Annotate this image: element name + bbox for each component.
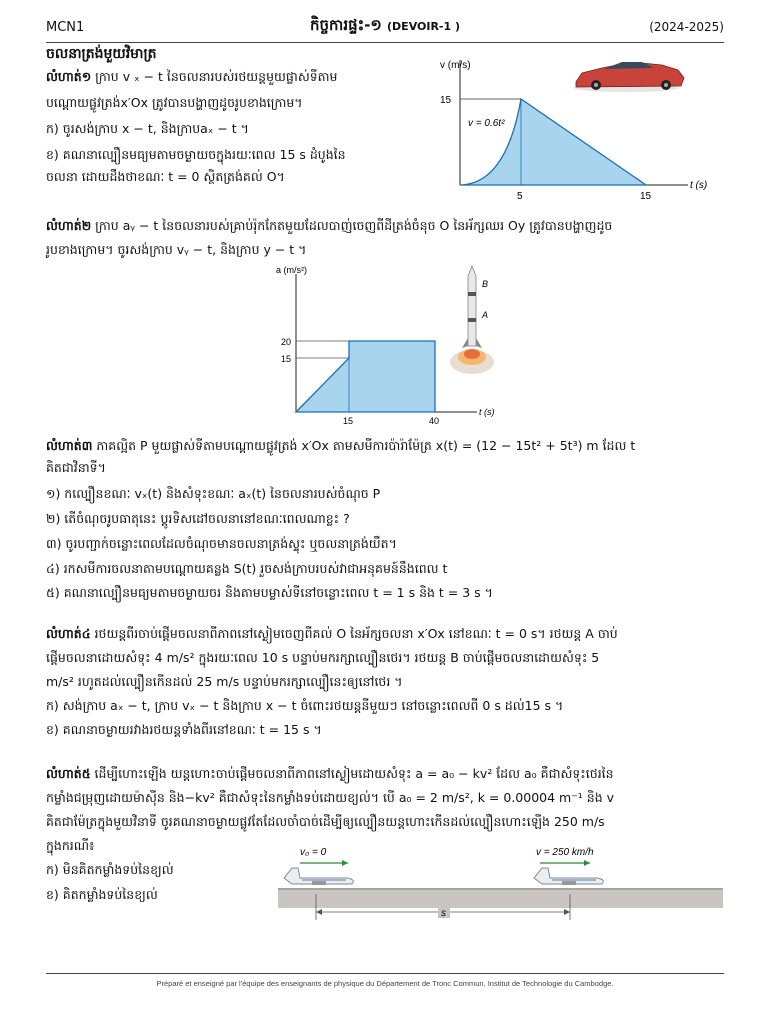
exercise-3-text-1: ភាគល្អិត P មួយផ្លាស់ទីតាមបណ្ដោយផ្លូវត្រង់ x′Ox តាមសមីការប៉ារ៉ាម៉ែត្រ x(t) = (12 − 15t² + 5t³) m ដែល t [96,438,636,453]
exercise-3-label: លំហាត់៣ [46,438,93,453]
exercise-5-line-2: កម្លាំងជម្រុញដោយម៉ាស៊ីន និង−kv² គឺជាសំទុះនៃកម្លាំងទប់ដោយខ្យល់។ បើ a₀ = 2 m/s², k = 0.00004 m⁻¹ និង v [46,790,615,805]
fig1-x-tick-5: 5 [517,191,523,202]
takeoff-diagram [278,840,728,960]
runway [278,888,723,908]
exercise-3-question-1: ១) កល្បឿនខណៈ vₓ(t) និងសំទុះខណៈ aₓ(t) នៃចលនារបស់ចំណុច P [46,486,381,501]
fig2-xlabel: t (s) [479,407,495,417]
homework-title [46,16,724,38]
fig3-v0-label: v₀ = 0 [300,847,327,858]
fig2-x-tick-40: 40 [429,416,440,426]
v-arrowhead [584,860,590,866]
exercise-2-line-2: រូបខាងក្រោម។ ចូរសង់ក្រាប vᵧ − t, និងក្រាប y − t ។ [46,242,307,257]
velocity-area [460,99,646,185]
exercise-3-line-2: គិតជាវិនាទី។ [46,460,106,475]
homework-title-french: (DEVOIR-1 ) [387,20,460,33]
fig2-ylabel: a (m/s²) [276,265,307,275]
exercise-5-question-a: ក) មិនគិតកម្លាំងទប់នៃខ្យល់ [46,862,174,877]
exercise-1-question-a: ក) ចូរសង់ក្រាប x − t, និងក្រាបaₓ − t ។ [46,121,249,136]
fig1-ylabel: v (m/s) [440,60,471,71]
exercise-1-text-1: ក្រាប v ₓ − t នៃចលនារបស់រថយន្តមួយផ្លាស់ទីតាម [95,69,338,84]
exercise-1-question-b: ខ) គណនាល្បឿនមធ្យមតាមចម្ងាយចក្នុងរយៈពេល 15 s ដំបូងនៃ [46,147,346,162]
header-divider [46,42,724,43]
exercise-2-label: លំហាត់២ [46,218,92,233]
fig1-annotation: v = 0.6t² [468,118,505,129]
course-code: MCN1 [46,20,85,35]
velocity-time-graph [426,56,726,206]
homework-title-khmer: កិច្ចការផ្ទះ-១ [310,16,382,34]
airplane-start-icon [284,868,353,885]
exercise-1-question-b-cont: ចលនា ដោយដឹងថាខណៈ t = 0 ស្ថិតត្រង់គល់ O។ [46,169,285,184]
exercise-5-question-b: ខ) គិតកម្លាំងទប់នៃខ្យល់ [46,887,158,902]
fig2-y-tick-20: 20 [281,337,292,347]
exercise-4-line-3: m/s² រហូតដល់ល្បឿនកើនដល់ 25 m/s បន្ទាប់មករក្សាល្បឿនេះឲ្យនៅថេរ ។ [46,674,403,689]
fig1-x-tick-15: 15 [640,191,652,202]
academic-year: (2024-2025) [649,20,724,34]
fig2-x-tick-15: 15 [343,416,354,426]
exercise-4-text-1: រថយន្តពីរចាប់ផ្ដើមចលនាពីភាពនៅស្ងៀមចេញពីគល់ O នៃអ័ក្សចលនា x′Ox នៅខណៈ t = 0 s។ រថយន្ត A ចាប់ [94,626,618,641]
exercise-3-line-1 [46,436,635,456]
acceleration-time-graph [272,262,522,430]
footer-divider [46,973,724,974]
exercise-5-line-3: គិតជាម៉ែត្រក្នុងមួយវិនាទី ចូរគណនាចម្ងាយផ្លូវតែដែលចាំបាច់ដើម្បីឲ្យល្បឿនយន្តហោះកើនដល់ល្បឿនហោះឡើង 250 m/s [46,814,605,829]
exercise-5-line-4: ក្នុងករណី៖ [46,838,95,853]
exercise-4-question-a: ក) សង់ក្រាប aₓ − t, ក្រាប vₓ − t និងក្រាប x − t ចំពោះរថយន្តនីមួយៗ នៅចន្លោះពេលពី 0 s ដល់15 s ។ [46,698,564,713]
exercise-4-line-2: ផ្ដើមចលនាដោយសំទុះ 4 m/s² ក្នុងរយៈពេល 10 s បន្ទាប់មករក្សាល្បឿនថេរ។ រថយន្ត B ចាប់ផ្ដើមចលនាដោយសំទុះ 5 [46,650,600,665]
exercise-4-label: លំហាត់៤ [46,626,91,641]
fig1-y-tick-15: 15 [440,95,452,106]
exercise-5-label: លំហាត់៥ [46,766,91,781]
rocket-label-a: A [482,310,489,320]
rocket-label-b: B [482,279,489,289]
acceleration-area [296,341,435,412]
exercise-2-line-1 [46,216,612,236]
v0-arrowhead [342,860,348,866]
exercise-1-label: លំហាត់១ [46,69,92,84]
exercise-3-question-5: ៥) គណនាល្បឿនមធ្យមតាមចម្ងាយចរ និងតាមបម្លាស់ទីនៅចន្លោះពេល t = 1 s និង t = 3 s ។ [46,585,493,600]
fig3-v-label: v = 250 km/h [536,847,594,858]
fig3-s-label: s [441,908,446,919]
exercise-3-question-4: ៤) រកសមីការចលនាតាមបណ្ដោយគន្លង S(t) រួចសង់ក្រាបរបស់វាជាអនុគមន៍នឹងពេល t [46,561,448,576]
exercise-1-line-1 [46,67,338,87]
exercise-3-question-2: ២) តើចំណុចរូបធាតុនេះ ប្ដូរទិសដៅចលនានៅខណៈពេលណាខ្លះ ? [46,511,350,526]
airplane-takeoff-icon [534,868,603,885]
exercise-5-line-1 [46,764,614,784]
fig1-xlabel: t (s) [690,180,708,191]
exercise-4-question-b: ខ) គណនាចម្ងាយរវាងរថយន្តទាំងពីរនៅខណៈ t = 15 s ។ [46,722,322,737]
exercise-5-text-1: ដើម្បីហោះឡើង យន្តហោះចាប់ផ្ដើមចលនាពីភាពនៅស្ងៀមដោយសំទុះ a = a₀ − kv² ដែល a₀ គឺជាសំទុះថេរនៃ [94,766,614,781]
exercise-3-question-3: ៣) ចូរបញ្ជាក់ចន្លោះពេលដែលចំណុចមានចលនាត្រង់ស្ទុះ ឬចលនាត្រង់យឺត។ [46,536,397,551]
exercise-1-line-2: បណ្ដោយផ្លូវត្រង់x′Ox ត្រូវបានបង្ហាញដូចរូបខាងក្រោម។ [46,95,303,110]
sports-car-icon [574,62,684,92]
section-title: ចលនាត្រង់មួយវិមាត្រ [46,46,157,62]
exercise-4-line-1 [46,624,618,644]
exercise-2-text-1: ក្រាប aᵧ − t នៃចលនារបស់គ្រាប់រ៉ុកកែតមួយដែលបាញ់ចេញពីដីត្រង់ចំនុច O នៃអ័ក្សឈរ Oy ត្រូវបានបង្ហាញដូច [95,218,613,233]
fig2-y-tick-15: 15 [281,354,292,364]
page-footer: Préparé et enseigné par l'équipe des enseignants de physique du Département de Tronc Commun, Institut de Technologie du Cambodge. [156,979,614,988]
page-header [46,16,724,42]
